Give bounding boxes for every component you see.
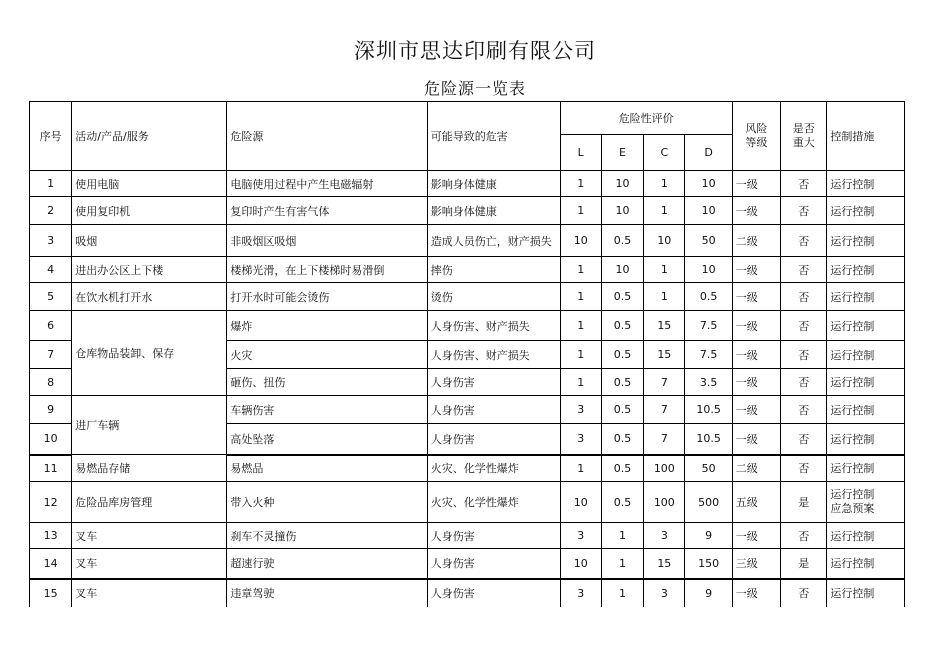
table-row [30,311,905,341]
cell-harm: 人身伤害 [427,369,560,396]
header-seq: 序号 [30,102,72,171]
cell-e: 0.5 [601,455,643,482]
header-e: E [601,135,643,171]
cell-seq: 12 [30,482,72,523]
cell-hazard: 火灾 [227,341,427,369]
cell-d: 10 [685,257,732,283]
cell-c: 7 [644,424,685,455]
cell-l: 1 [560,369,601,396]
cell-seq: 13 [30,523,72,549]
cell-control: 运行控制 [827,549,905,579]
cell-activity: 易燃品存储 [72,455,227,482]
cell-d: 9 [685,579,732,607]
header-d: D [685,135,732,171]
cell-e: 0.5 [601,396,643,424]
cell-activity: 使用电脑 [72,171,227,197]
cell-major: 否 [781,396,827,424]
cell-hazard: 刹车不灵撞伤 [227,523,427,549]
cell-hazard: 带入火种 [227,482,427,523]
cell-seq: 8 [30,369,72,396]
cell-level: 一级 [732,257,780,283]
table-row [30,523,905,549]
cell-major: 否 [781,197,827,225]
cell-level: 一级 [732,424,780,455]
cell-d: 50 [685,455,732,482]
table-row [30,171,905,197]
cell-hazard: 非吸烟区吸烟 [227,225,427,257]
cell-activity: 叉车 [72,579,227,607]
cell-control: 运行控制 [827,225,905,257]
cell-hazard: 打开水时可能会烫伤 [227,283,427,311]
table-row [30,283,905,311]
cell-e: 0.5 [601,311,643,341]
cell-harm: 影响身体健康 [427,197,560,225]
cell-e: 10 [601,197,643,225]
cell-e: 10 [601,257,643,283]
cell-harm: 人身伤害 [427,424,560,455]
cell-c: 15 [644,549,685,579]
header-evaluation: 危险性评价 [560,102,732,135]
cell-control: 运行控制 [827,424,905,455]
cell-c: 15 [644,311,685,341]
cell-harm: 影响身体健康 [427,171,560,197]
cell-c: 1 [644,283,685,311]
cell-d: 7.5 [685,341,732,369]
cell-major: 否 [781,283,827,311]
table-row [30,197,905,225]
cell-c: 3 [644,579,685,607]
cell-control: 运行控制 [827,579,905,607]
header-risk-level [732,102,780,171]
cell-d: 0.5 [685,283,732,311]
cell-control: 运行控制 [827,311,905,341]
cell-c: 10 [644,225,685,257]
header-major-line1: 是否 [792,122,815,135]
cell-d: 10 [685,197,732,225]
cell-harm: 烫伤 [427,283,560,311]
cell-level: 一级 [732,311,780,341]
cell-c: 7 [644,396,685,424]
cell-level: 三级 [732,549,780,579]
header-major-line2: 重大 [792,136,815,149]
cell-c: 100 [644,455,685,482]
header-control: 控制措施 [827,102,905,171]
cell-harm: 人身伤害、财产损失 [427,341,560,369]
cell-harm: 人身伤害 [427,579,560,607]
cell-hazard: 超速行驶 [227,549,427,579]
cell-activity: 仓库物品装卸、保存 [72,311,227,396]
cell-d: 10 [685,171,732,197]
cell-hazard: 楼梯光滑，在上下楼梯时易滑倒 [227,257,427,283]
cell-activity: 进出办公区上下楼 [72,257,227,283]
cell-c: 15 [644,341,685,369]
cell-e: 1 [601,549,643,579]
cell-seq: 2 [30,197,72,225]
cell-major: 是 [781,549,827,579]
cell-control: 运行控制 [827,455,905,482]
cell-activity: 危险品库房管理 [72,482,227,523]
cell-level: 一级 [732,369,780,396]
header-risk-level-line2: 等级 [745,136,768,149]
table-row [30,482,905,523]
header-l: L [560,135,601,171]
cell-harm: 人身伤害 [427,523,560,549]
cell-level: 一级 [732,171,780,197]
cell-d: 50 [685,225,732,257]
cell-harm: 人身伤害 [427,549,560,579]
table-row [30,455,905,482]
cell-major: 否 [781,341,827,369]
cell-level: 一级 [732,579,780,607]
cell-l: 3 [560,579,601,607]
cell-e: 0.5 [601,369,643,396]
cell-activity: 叉车 [72,549,227,579]
cell-c: 100 [644,482,685,523]
cell-l: 1 [560,455,601,482]
table-row [30,549,905,579]
cell-seq: 6 [30,311,72,341]
cell-c: 1 [644,171,685,197]
cell-level: 一级 [732,396,780,424]
cell-l: 3 [560,523,601,549]
hazard-table [29,101,905,607]
header-major [781,102,827,171]
cell-major: 否 [781,311,827,341]
header-risk-level-line1: 风险 [745,122,768,135]
cell-control: 运行控制 [827,523,905,549]
cell-level: 一级 [732,283,780,311]
table-row [30,257,905,283]
header-c: C [644,135,685,171]
cell-seq: 1 [30,171,72,197]
cell-control: 运行控制 [827,283,905,311]
cell-harm: 摔伤 [427,257,560,283]
document-subtitle: 危险源一览表 [423,79,526,98]
cell-e: 1 [601,523,643,549]
cell-control-line2: 应急预案 [830,502,875,515]
cell-c: 7 [644,369,685,396]
cell-l: 1 [560,171,601,197]
cell-hazard: 砸伤、扭伤 [227,369,427,396]
cell-major: 是 [781,482,827,523]
cell-seq: 3 [30,225,72,257]
cell-seq: 9 [30,396,72,424]
cell-major: 否 [781,523,827,549]
cell-l: 1 [560,341,601,369]
cell-activity: 在饮水机打开水 [72,283,227,311]
cell-l: 3 [560,424,601,455]
cell-e: 0.5 [601,424,643,455]
cell-seq: 11 [30,455,72,482]
cell-hazard: 复印时产生有害气体 [227,197,427,225]
cell-major: 否 [781,579,827,607]
cell-level: 一级 [732,341,780,369]
cell-control: 运行控制 [827,197,905,225]
cell-control [827,482,905,523]
cell-level: 二级 [732,455,780,482]
cell-e: 0.5 [601,482,643,523]
cell-seq: 14 [30,549,72,579]
cell-level: 二级 [732,225,780,257]
cell-hazard: 车辆伤害 [227,396,427,424]
cell-l: 1 [560,283,601,311]
cell-d: 3.5 [685,369,732,396]
cell-activity: 叉车 [72,523,227,549]
cell-d: 7.5 [685,311,732,341]
cell-seq: 4 [30,257,72,283]
cell-activity: 使用复印机 [72,197,227,225]
cell-seq: 10 [30,424,72,455]
cell-level: 一级 [732,523,780,549]
cell-hazard: 易燃品 [227,455,427,482]
cell-level: 五级 [732,482,780,523]
cell-control-line1: 运行控制 [830,488,875,501]
cell-harm: 人身伤害、财产损失 [427,311,560,341]
header-activity: 活动/产品/服务 [72,102,227,171]
cell-l: 10 [560,225,601,257]
cell-hazard: 违章驾驶 [227,579,427,607]
cell-e: 0.5 [601,225,643,257]
cell-c: 1 [644,197,685,225]
cell-l: 1 [560,197,601,225]
cell-l: 1 [560,257,601,283]
cell-harm: 火灾、化学性爆炸 [427,455,560,482]
cell-c: 3 [644,523,685,549]
document-title: 深圳市思达印刷有限公司 [354,39,596,63]
cell-major: 否 [781,455,827,482]
cell-e: 0.5 [601,341,643,369]
cell-level: 一级 [732,197,780,225]
cell-l: 10 [560,549,601,579]
cell-hazard: 高处坠落 [227,424,427,455]
cell-harm: 人身伤害 [427,396,560,424]
cell-d: 500 [685,482,732,523]
cell-hazard: 电脑使用过程中产生电磁辐射 [227,171,427,197]
cell-hazard: 爆炸 [227,311,427,341]
cell-d: 150 [685,549,732,579]
cell-harm: 火灾、化学性爆炸 [427,482,560,523]
table-row [30,225,905,257]
cell-seq: 15 [30,579,72,607]
header-hazard: 危险源 [227,102,427,171]
cell-e: 10 [601,171,643,197]
cell-l: 3 [560,396,601,424]
cell-harm: 造成人员伤亡，财产损失 [427,225,560,257]
cell-control: 运行控制 [827,257,905,283]
cell-control: 运行控制 [827,396,905,424]
cell-seq: 7 [30,341,72,369]
cell-major: 否 [781,171,827,197]
table-row [30,579,905,607]
cell-major: 否 [781,257,827,283]
cell-activity: 吸烟 [72,225,227,257]
cell-l: 10 [560,482,601,523]
cell-e: 1 [601,579,643,607]
cell-control: 运行控制 [827,171,905,197]
cell-activity: 进厂车辆 [72,396,227,455]
cell-major: 否 [781,225,827,257]
cell-control: 运行控制 [827,369,905,396]
cell-d: 9 [685,523,732,549]
cell-d: 10.5 [685,396,732,424]
cell-control: 运行控制 [827,341,905,369]
cell-seq: 5 [30,283,72,311]
cell-l: 1 [560,311,601,341]
header-harm: 可能导致的危害 [427,102,560,171]
cell-d: 10.5 [685,424,732,455]
cell-e: 0.5 [601,283,643,311]
table-row [30,396,905,424]
cell-major: 否 [781,424,827,455]
cell-c: 1 [644,257,685,283]
cell-major: 否 [781,369,827,396]
